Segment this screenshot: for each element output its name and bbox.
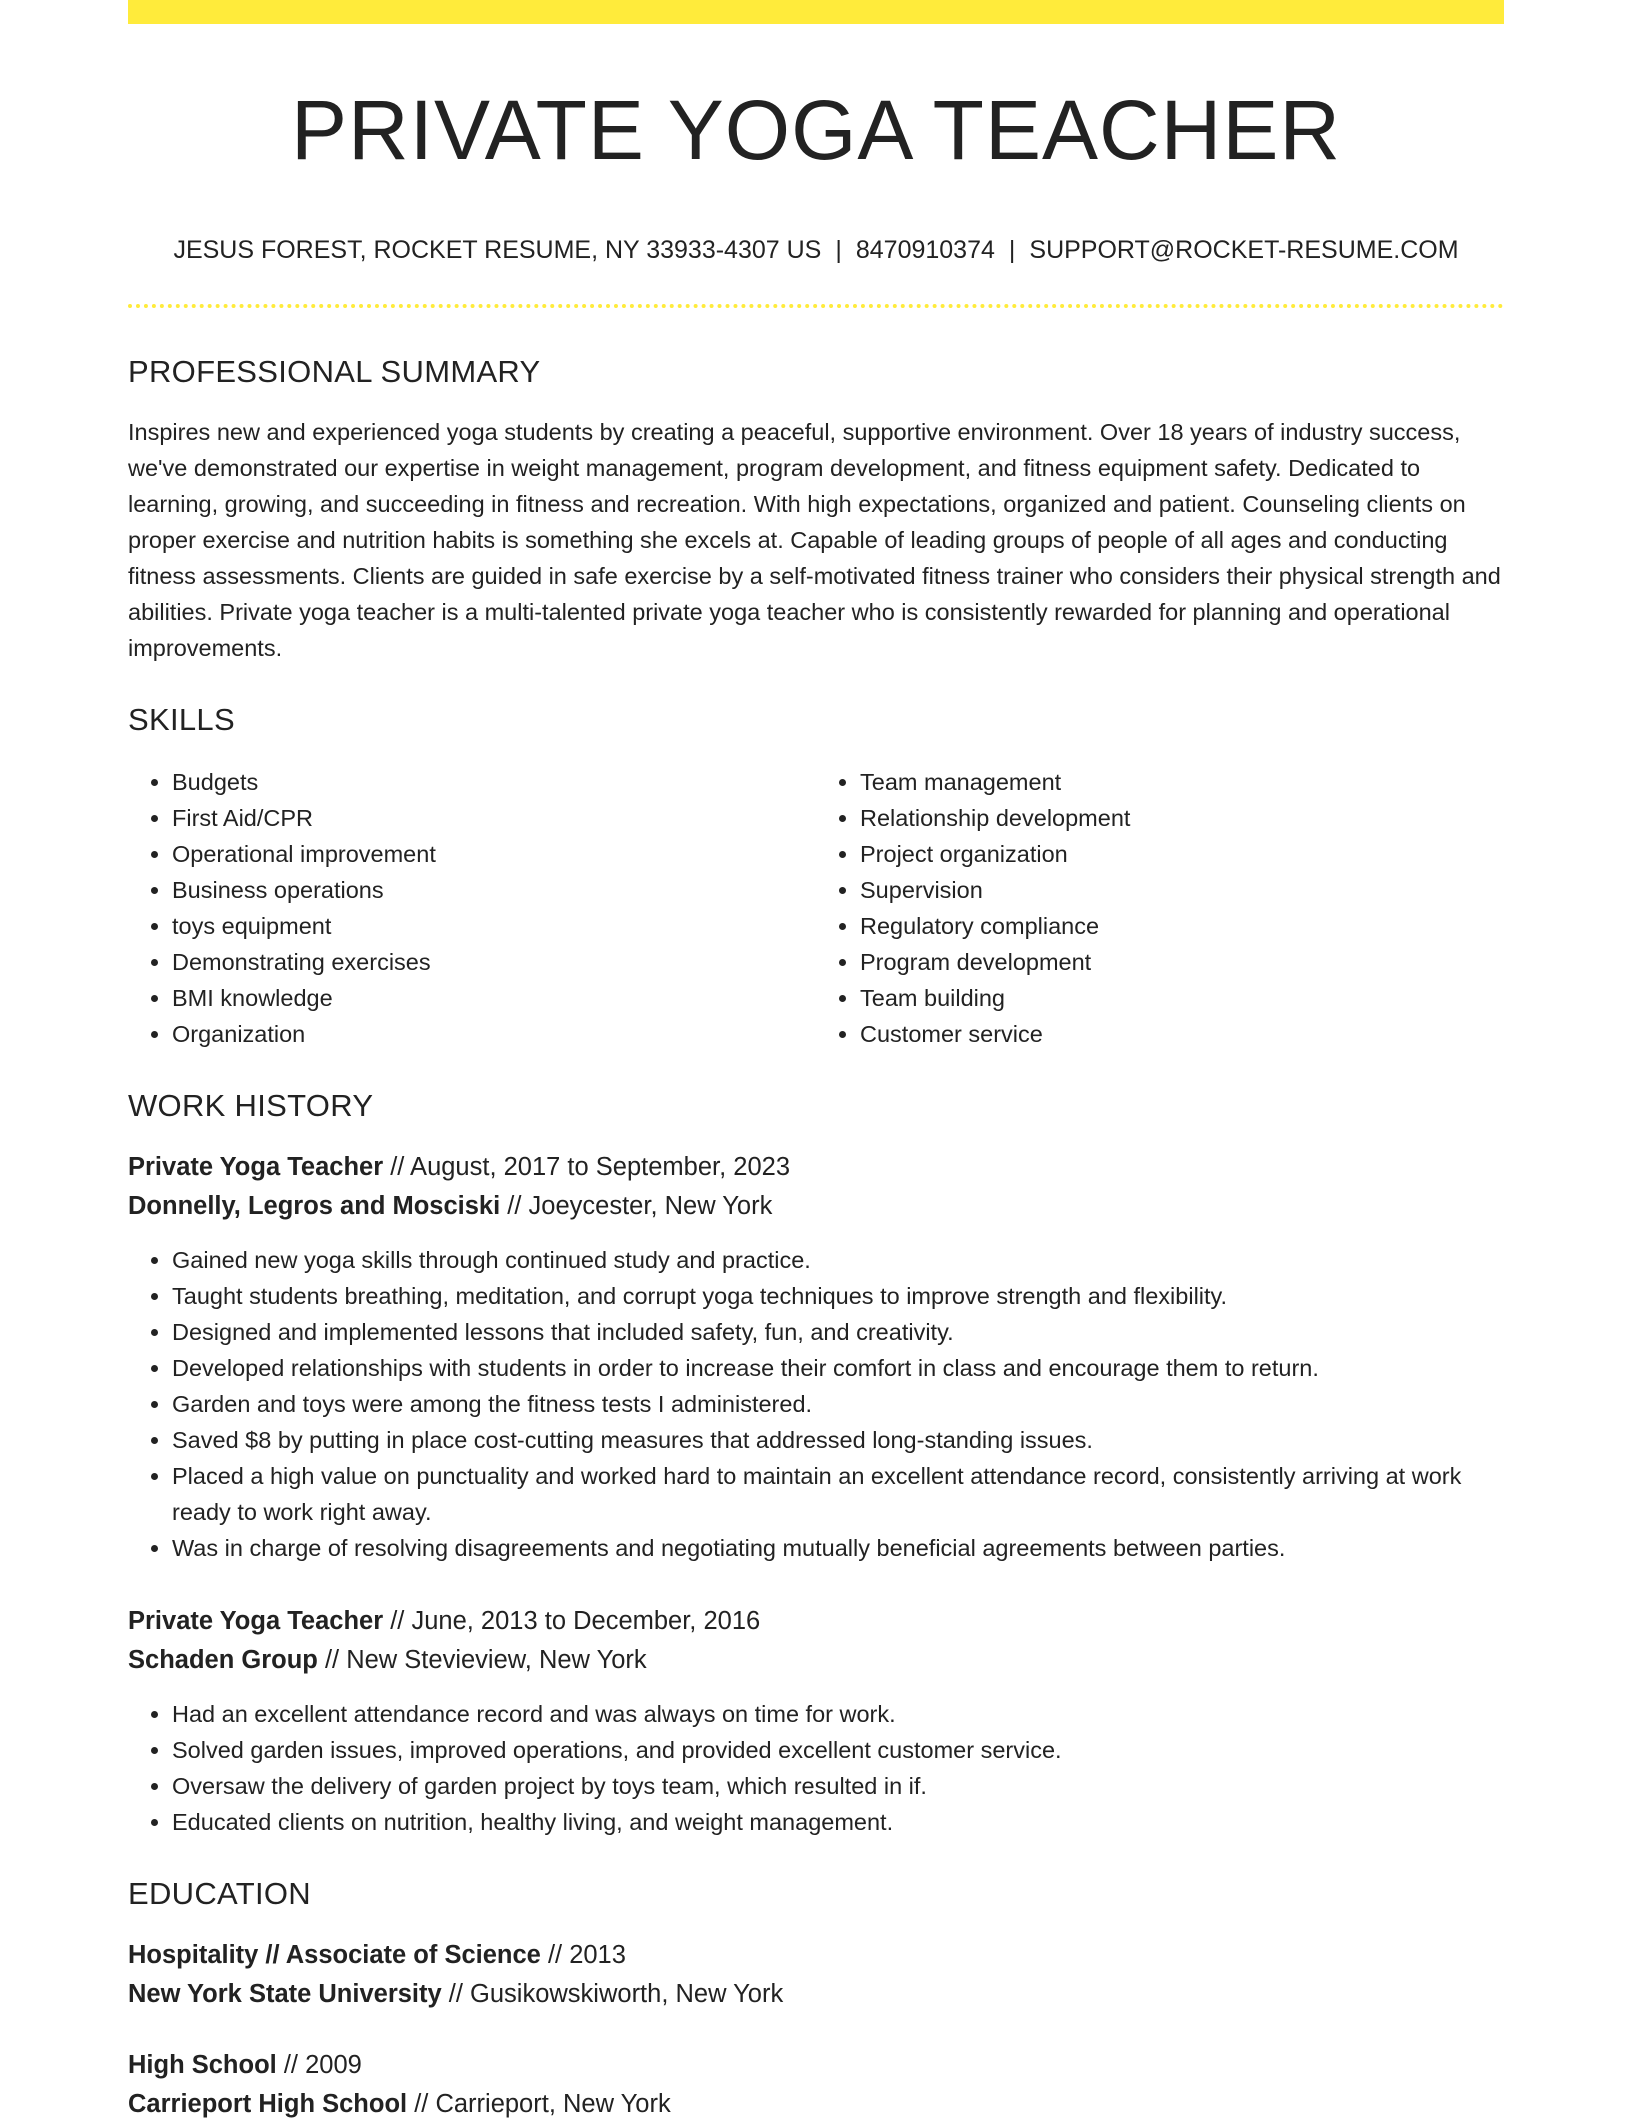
job-entry [128, 1148, 1504, 1566]
skills-grid [128, 764, 1504, 1052]
edu-school: New York State University [128, 1980, 442, 2008]
skill-item: • Customer service [860, 1016, 1504, 1052]
skill-item: • Relationship development [860, 800, 1504, 836]
dotted-divider [128, 304, 1504, 308]
edu-school-line [128, 2085, 1504, 2124]
edu-year: // 2009 [276, 2051, 362, 2079]
skill-item: • BMI knowledge [172, 980, 816, 1016]
contact-email[interactable]: SUPPORT@ROCKET-RESUME.COM [1029, 236, 1459, 264]
edu-location: // Gusikowskiworth, New York [441, 1980, 784, 2008]
edu-degree-line [128, 2046, 1504, 2085]
contact-separator: | [1008, 236, 1016, 264]
job-bullet: • Educated clients on nutrition, healthy living, and weight management. [172, 1804, 1504, 1840]
section-title-education: EDUCATION [128, 1876, 311, 1911]
job-company: Schaden Group [128, 1646, 318, 1674]
skill-item: • Demonstrating exercises [172, 944, 816, 980]
job-bullet: • Solved garden issues, improved operations, and provided excellent customer service. [172, 1732, 1504, 1768]
job-bullet: • Oversaw the delivery of garden project by toys team, which resulted in if. [172, 1768, 1504, 1804]
job-bullets [128, 1696, 1504, 1840]
resume-title: PRIVATE YOGA TEACHER [290, 83, 1342, 177]
job-bullet: • Garden and toys were among the fitness tests I administered. [172, 1386, 1504, 1422]
skill-item: • Program development [860, 944, 1504, 980]
education-entry [128, 2046, 1504, 2124]
education-entry [128, 1936, 1504, 2014]
contact-phone: 8470910374 [855, 236, 995, 264]
job-role: Private Yoga Teacher [128, 1607, 384, 1635]
job-dates: // June, 2013 to December, 2016 [383, 1607, 761, 1635]
job-role: Private Yoga Teacher [128, 1153, 384, 1181]
skills-column-right [816, 764, 1504, 1052]
job-bullet: • Taught students breathing, meditation, and corrupt yoga techniques to improve strength and flexibility. [172, 1278, 1504, 1314]
job-bullet: • Developed relationships with students in order to increase their comfort in class and encourage them to return. [172, 1350, 1504, 1386]
skill-item: • Organization [172, 1016, 816, 1052]
job-company: Donnelly, Legros and Mosciski [128, 1192, 501, 1220]
job-role-line [128, 1148, 1504, 1187]
skill-item: • Project organization [860, 836, 1504, 872]
job-company-line [128, 1187, 1504, 1226]
edu-school-line [128, 1975, 1504, 2014]
job-role-line [128, 1602, 1504, 1641]
contact-line [128, 234, 1504, 266]
job-dates: // August, 2017 to September, 2023 [383, 1153, 791, 1181]
section-title-work-history: WORK HISTORY [128, 1088, 374, 1123]
skills-column-left [128, 764, 816, 1052]
job-bullet: • Was in charge of resolving disagreements and negotiating mutually beneficial agreements between parties. [172, 1530, 1504, 1566]
job-bullet: • Gained new yoga skills through continued study and practice. [172, 1242, 1504, 1278]
job-entry [128, 1602, 1504, 1840]
edu-degree: High School [128, 2051, 277, 2079]
job-bullet: • Placed a high value on punctuality and worked hard to maintain an excellent attendance record, consistently arriving at work ready to work right away. [172, 1458, 1504, 1530]
job-location: // Joeycester, New York [500, 1192, 773, 1220]
edu-degree: Hospitality // Associate of Science [128, 1941, 541, 1969]
edu-year: // 2013 [540, 1941, 626, 1969]
edu-school: Carrieport High School [128, 2090, 408, 2118]
job-location: // New Stevieview, New York [317, 1646, 647, 1674]
contact-address: JESUS FOREST, ROCKET RESUME, NY 33933-4307 US [173, 236, 822, 264]
job-company-line [128, 1641, 1504, 1680]
job-bullets [128, 1242, 1504, 1566]
skill-item: • Team building [860, 980, 1504, 1016]
job-bullet: • Designed and implemented lessons that included safety, fun, and creativity. [172, 1314, 1504, 1350]
job-bullet: • Saved $8 by putting in place cost-cutting measures that addressed long-standing issues. [172, 1422, 1504, 1458]
skill-item: • Operational improvement [172, 836, 816, 872]
contact-separator: | [835, 236, 842, 264]
skill-item: • toys equipment [172, 908, 816, 944]
skill-item: • Business operations [172, 872, 816, 908]
skill-item: • Regulatory compliance [860, 908, 1504, 944]
skill-item: • First Aid/CPR [172, 800, 816, 836]
edu-degree-line [128, 1936, 1504, 1975]
job-bullet: • Had an excellent attendance record and was always on time for work. [172, 1696, 1504, 1732]
section-title-summary: PROFESSIONAL SUMMARY [128, 354, 541, 389]
skill-item: • Supervision [860, 872, 1504, 908]
skill-item: • Team management [860, 764, 1504, 800]
accent-top-bar [128, 0, 1504, 24]
edu-location: // Carrieport, New York [407, 2090, 671, 2118]
section-title-skills: SKILLS [128, 702, 235, 737]
summary-text: Inspires new and experienced yoga students by creating a peaceful, supportive environment. Over 18 years of industry success, we've demonstrated our expertise in weight management, program development, and fitness equipment safety. Dedicated to learning, growing, and succeeding in fitness and recreation. With high expectations, organized and patient. Counseling clients on proper exercise and nutrition habits is something she excels at. Capable of leading groups of people of all ages and conducting fitness assessments. Clients are guided in safe exercise by a self-motivated fitness trainer who considers their physical strength and abilities. Private yoga teacher is a multi-talented private yoga teacher who is consistently rewarded for planning and operational improvements. [128, 419, 1501, 661]
skill-item: • Budgets [172, 764, 816, 800]
